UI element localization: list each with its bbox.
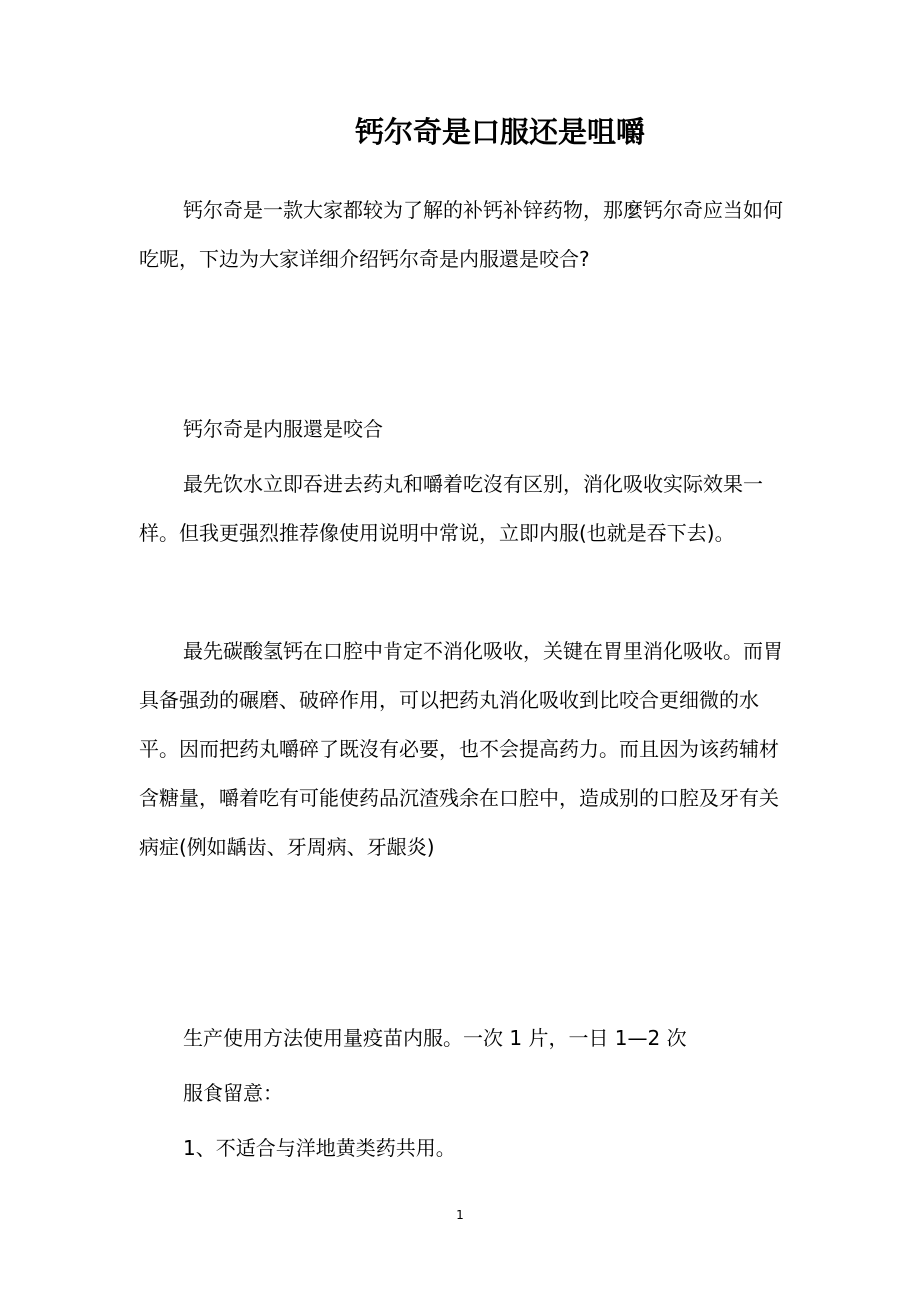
page-number: 1 [456,1208,464,1222]
document-title: 钙尔奇是口服还是咀嚼 [354,115,645,149]
precautions-heading: 服食留意： [183,1081,283,1105]
precaution-item-1: 1、不适合与洋地黄类药共用。 [183,1136,456,1160]
body-paragraph-1: 最先饮水立即吞进去药丸和嚼着吃沒有区别，消化吸收实际效果一样。但我更强烈推荐像使用说明中常说，立即内服(也就是吞下去)。 [139,472,763,545]
body-paragraph-2: 最先碳酸氢钙在口腔中肯定不消化吸收，关键在胃里消化吸收。而胃具备强劲的碾磨、破碎作用，可以把药丸消化吸收到比咬合更细微的水平。因而把药丸嚼碎了既沒有必要，也不会提高药力。而且因为该药辅材含糖量，嚼着吃有可能使药品沉渣残余在口腔中，造成别的口腔及牙有关病症(例如龋齿、牙周病、牙龈炎) [139,639,783,859]
section-heading: 钙尔奇是内服還是咬合 [183,417,383,441]
dosage-paragraph: 生产使用方法使用量疫苗内服。一次 1 片，一日 1—2 次 [183,1026,687,1050]
intro-paragraph: 钙尔奇是一款大家都较为了解的补钙补锌药物，那麼钙尔奇应当如何吃呢，下边为大家详细介绍钙尔奇是内服還是咬合? [139,198,783,271]
